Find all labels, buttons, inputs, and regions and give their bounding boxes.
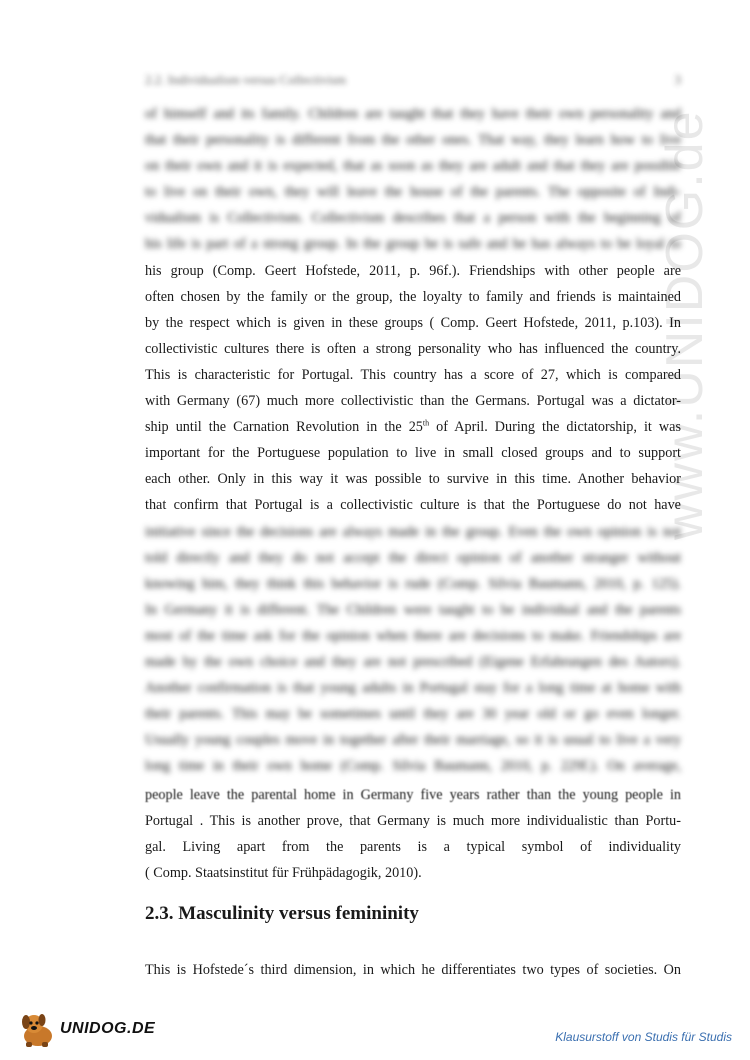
text-line: knowing him, they think this behavior is rude (Comp. Silvia Baumann, 2010, p. 125). [145,576,681,592]
text-line: Portugal . This is another prove, that Germany is much more individualistic than Portu- [145,813,681,829]
text-line: Usually young couples move in together after their marriage, so it is usual to live a very [145,732,681,748]
text-line: Another confirmation is that young adults in Portugal stay for a long time at home with [145,680,681,696]
text-line: collectivistic cultures there is often a strong personality who has influenced the country. [145,341,681,357]
text-line: gal. Living apart from the parents is a typical symbol of individuality [145,839,681,855]
text-line: important for the Portuguese population to live in small closed groups and to support [145,445,681,461]
text-line: each other. Only in this way it was possible to survive in this time. Another behavior [145,471,681,487]
text-line: ( Comp. Staatsinstitut für Frühpädagogik, 2010). [145,865,422,881]
text-line: on their own and it is expected, that as soon as they are adult and that they are possible [145,158,681,174]
text-line: initiative since the decisions are always made in the group. Even the own opinion is not [145,524,681,540]
text-line: long time in their own home (Comp. Silvia Baumann, 2010, p. 229f.). On average, [145,758,681,774]
text-line: most of the time ask for the opinion when there are decisions to make. Friendships are [145,628,681,644]
footer-tagline: Klausurstoff von Studis für Studis [555,1030,732,1044]
text-line-with-superscript [145,414,681,440]
unidog-logo[interactable] [18,1010,158,1050]
text-line: made by the own choice and they are not prescribed (Eigene Erfahrungen des Autors). [145,654,681,670]
text-line: often chosen by the family or the group, the loyalty to family and friends is maintained [145,289,681,305]
text-line: vidualism is Collectivism. Collectivism describes that a person with the beginning of [145,210,681,226]
text-fragment: ship until the Carnation Revolution in the 25 [145,419,423,435]
watermark-text: www.UNIDOG.de [656,109,714,540]
header-section-title: 2.2. Individualism versus Collectivism [145,72,347,87]
section-heading: 2.3. Masculinity versus femininity [145,903,419,924]
text-line: that confirm that Portugal is a collectivistic culture is that the Portuguese do not have [145,497,681,513]
dog-mascot-icon [18,1010,62,1050]
header-page-number: 3 [674,72,681,87]
text-line: to live on their own, they will leave the house of the parents. The opposite of Indi- [145,184,681,200]
running-header [145,68,681,92]
text-line: his group (Comp. Geert Hofstede, 2011, p. 96f.). Friendships with other people are [145,263,681,279]
text-line: This is characteristic for Portugal. This country has a score of 27, which is compared [145,367,681,383]
superscript: th [422,418,430,428]
logo-text: UNIDOG.DE [60,1020,156,1037]
text-line: that their personality is different from the other ones. That way, they learn how to live [145,132,681,148]
text-line: with Germany (67) much more collectivistic than the Germans. Portugal was a dictator- [145,393,681,409]
text-line: of himself and its family. Children are taught that they have their own personality and [145,106,681,122]
text-line: people leave the parental home in Germany five years rather than the young people in [145,787,681,803]
text-line: told directly and they do not accept the direct opinion of another stranger without [145,550,681,566]
text-line: their parents. This may be sometimes until they are 30 year old or go even longer. [145,706,681,722]
text-line: In Germany it is different. The Children were taught to be individual and the parents [145,602,681,618]
text-line: by the respect which is given in these groups ( Comp. Geert Hofstede, 2011, p.103). In [145,315,681,331]
text-line: his life is part of a strong group. In the group he is safe and he has always to be loyal to [145,236,681,252]
text-fragment: of April. During the dictatorship, it was [429,419,681,435]
section-first-line: This is Hofstede´s third dimension, in which he differentiates two types of societies. On [145,962,681,978]
